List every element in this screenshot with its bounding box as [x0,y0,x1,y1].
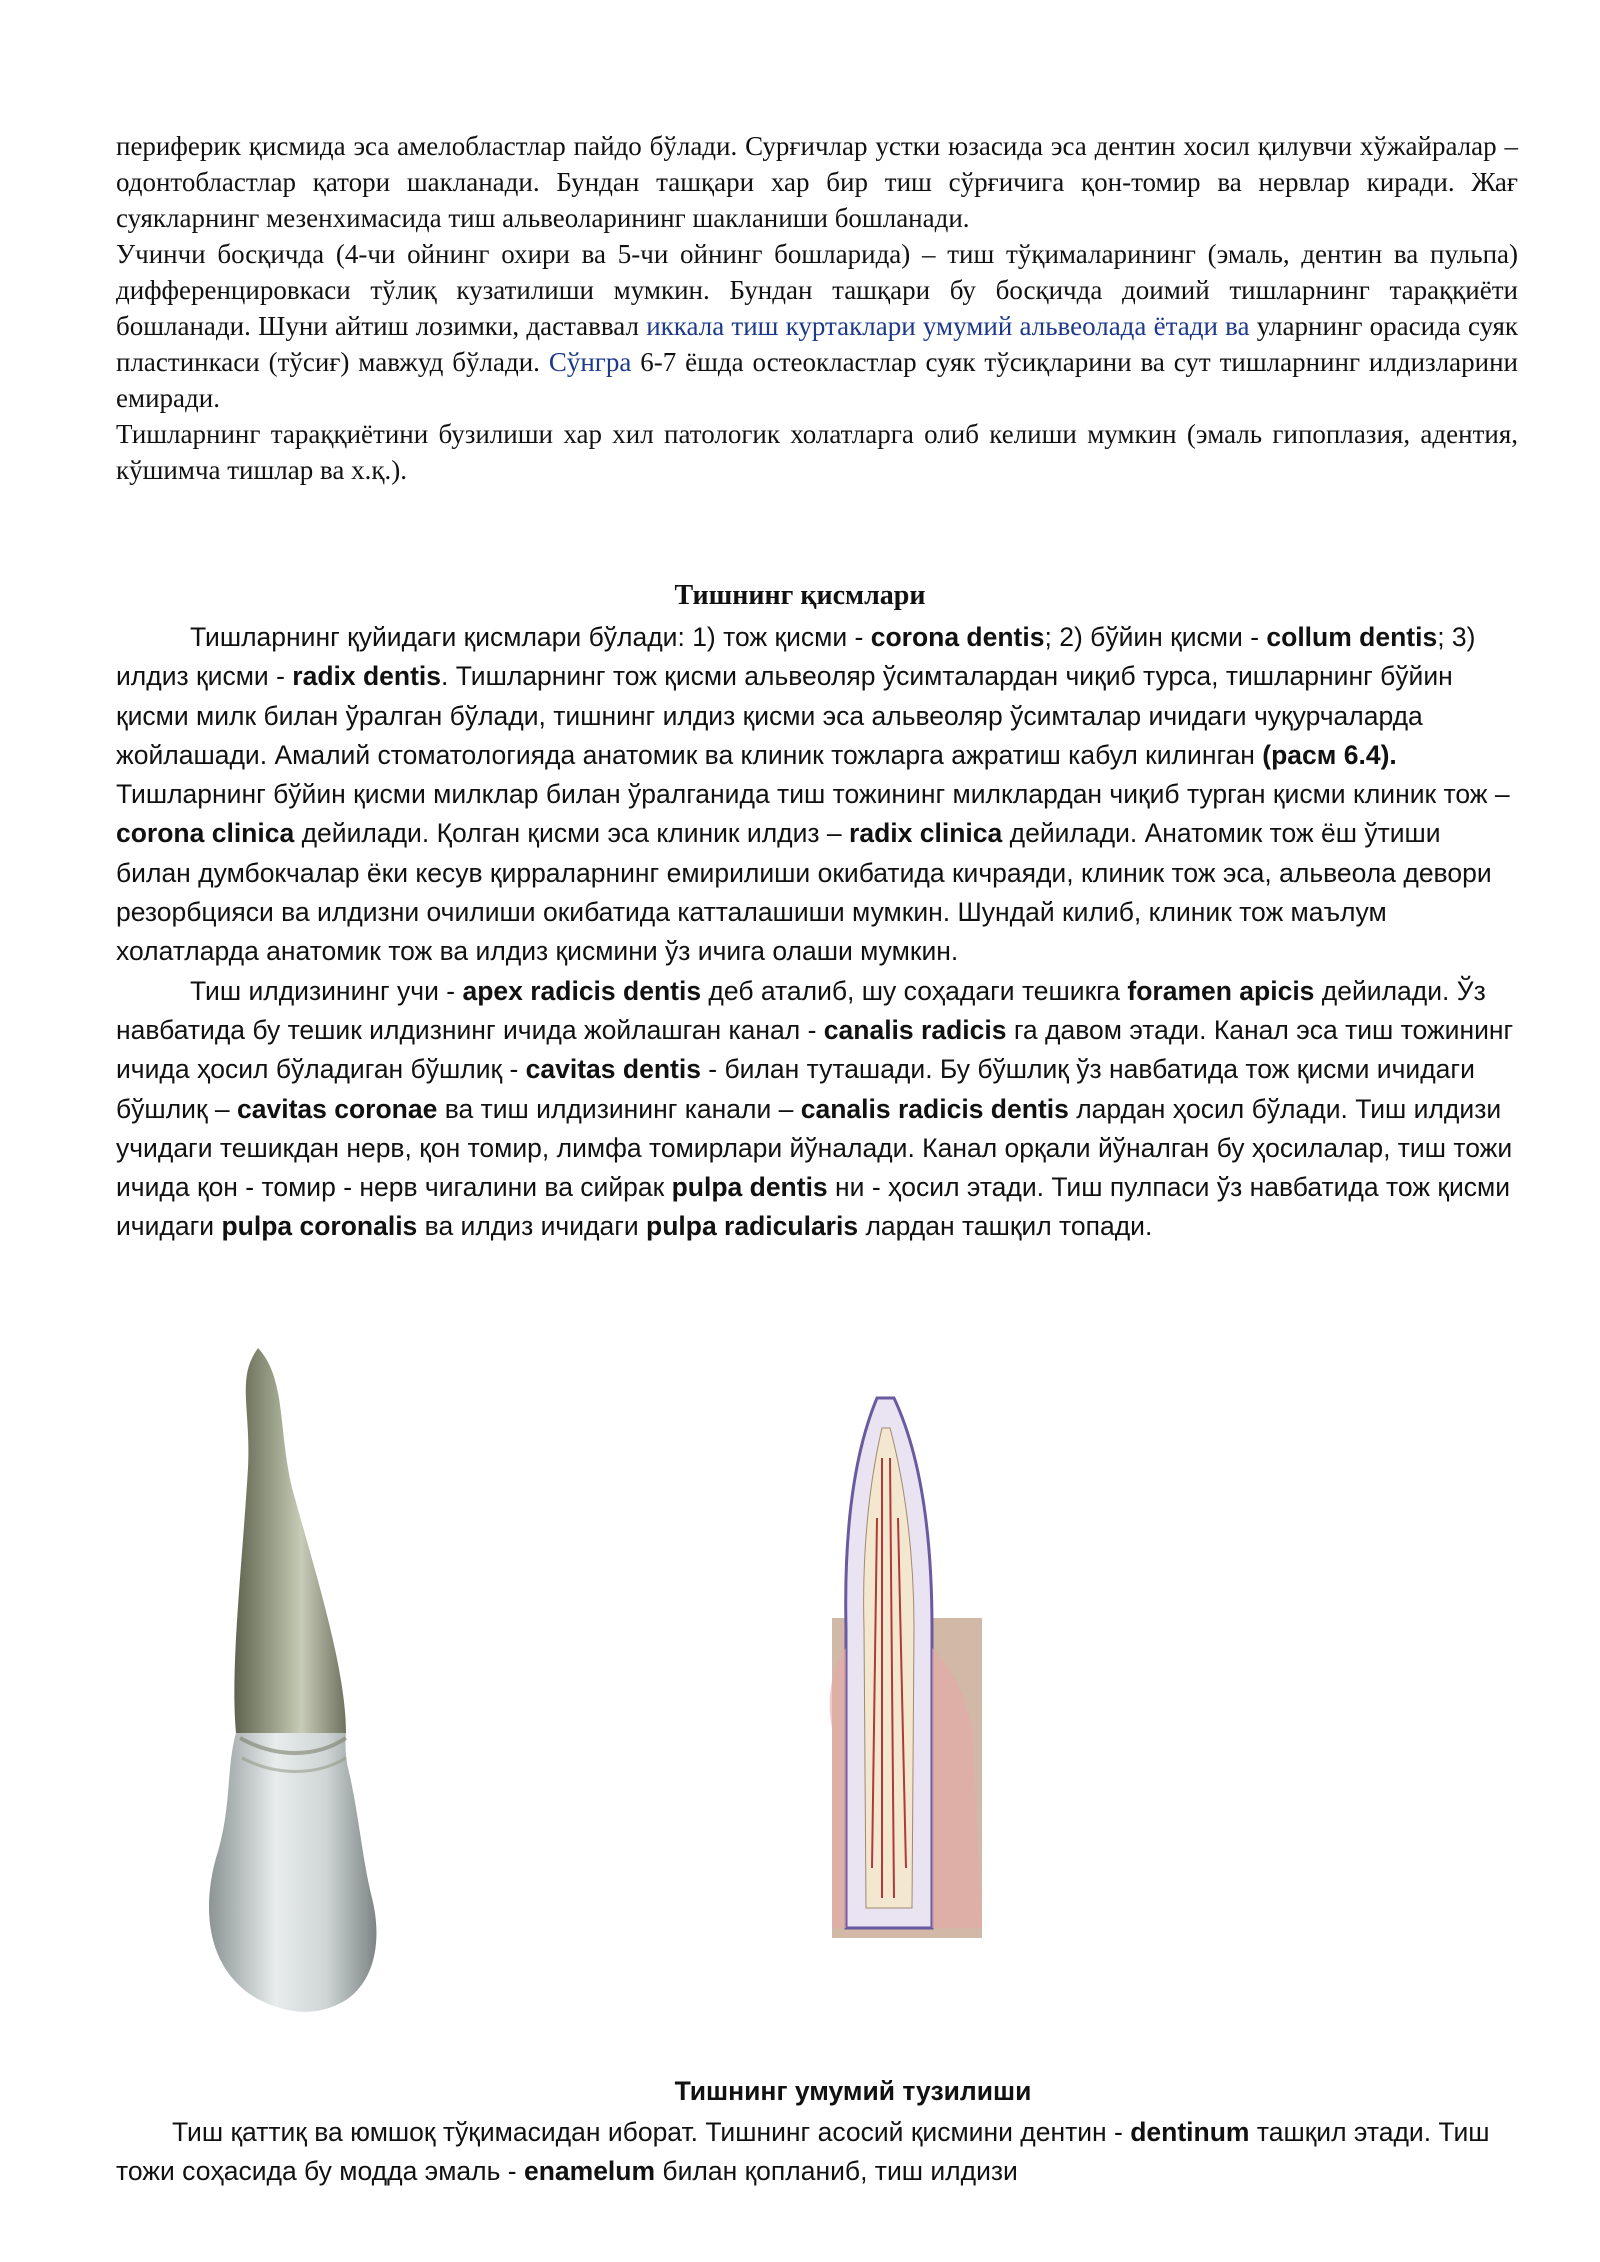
term: corona clinica [116,818,295,849]
term: radix dentis [292,661,442,692]
text-run: ; 3) илдиз қисми - [116,622,1476,692]
tooth-3d-render-icon [196,1338,432,2022]
text-run: билан қопланиб, тиш илдизи [655,2156,1018,2186]
term: canalis radicis dentis [800,1093,1069,1124]
term: radix clinica [849,818,1003,849]
text-run: 6-7 ёшда остеокластлар суяк тўсиқларини ва сут тишларнинг илдизларини емиради. [116,347,1518,413]
section-tooth-parts [116,618,1518,1247]
text-run: Учинчи босқичда (4-чи ойнинг охири ва 5-чи ойнинг бошларида) – тиш тўқималарининг (эмаль, дентин ва пульпа) дифференцировкаси тўлиқ кузатилиши мумкин. Бундан ташқари бу босқичда доимий тишларнинг тараққиёти бошланади. Шуни айтиш лозимки, даставвал [116,239,1518,341]
term: dentinum [1130,2117,1250,2147]
text-run: лардан ҳосил бўлади. Тиш илдизи учидаги тешикдан нерв, қон томир, лимфа томирлари йўналади. Канал орқали йўналган бу ҳосилалар, тиш тожи ичида қон - томир - нерв чигалини ва сийрак [116,1093,1513,1203]
heading-tooth-structure: Тишнинг умумий тузилиши [674,2076,1032,2106]
text-run: деб аталиб, шу соҳадаги тешикга [701,975,1128,1006]
text-run: ва илдиз ичидаги [417,1211,647,1242]
text-run: га давом этади. Канал эса тиш тожининг ичида ҳосил бўладиган бўшлиқ - [116,1014,1514,1085]
paragraph [116,618,1518,972]
paragraph [116,236,1518,416]
heading-tooth-parts: Тишнинг қисмлари [674,580,926,611]
text-run: дейилади. Анатомик тож ёш ўтиши билан думбокчалар ёки кесув қирраларнинг емирилиши окибатида кичраяди, клиник тож эса, альвеола девори резорбцияси ва илдизни очилиши окибатида катталашиши мумкин. Шундай килиб, клиник тож маълум холатларда анатомик тож ва илдиз қисмини ўз ичига олаши мумкин. [116,818,1492,967]
text-run: Тишларнинг бўйин қисми милклар билан ўралганида тиш тожининг милклардан чиқиб турган қисми клиник тож – [116,779,1510,810]
term: canalis radicis [823,1014,1007,1045]
term: collum dentis [1266,622,1438,652]
highlighted-text: Сўнгра [548,347,632,377]
term: pulpa coronalis [221,1211,418,1242]
paragraph [116,2113,1518,2191]
term: apex radicis dentis [462,975,702,1006]
paragraph: Тишларнинг тараққиётини бузилиши хар хил патологик холатларга олиб келиши мумкин (эмаль гипоплазия, адентия, кўшимча тишлар ва х.қ.). [116,419,1518,485]
text-run: Тиш қаттиқ ва юмшоқ тўқимасидан иборат. Тишнинг асосий қисмини дентин - [172,2117,1131,2147]
term: pulpa dentis [671,1172,828,1203]
tooth-section-diagram-icon [782,1368,1004,1998]
highlighted-text: иккала тиш куртаклари умумий альвеолада ётади ва [646,311,1250,341]
text-run: дейилади. Ўз навбатида бу тешик илдизнинг ичида жойлашган канал - [116,975,1486,1045]
figure-reference: (расм 6.4). [1262,739,1397,770]
paragraph [116,972,1518,1247]
term: cavitas coronae [237,1093,438,1124]
text-run: Тишларнинг қуйидаги қисмлари бўлади: 1) тож қисми - [190,622,871,652]
term: pulpa radicularis [646,1211,859,1242]
text-run: . Тишларнинг тож қисми альвеоляр ўсимталардан чиқиб турса, тишларнинг бўйин қисми милк билан ўралган бўлади, тишнинг илдиз қисми эса альвеоляр ўсимталар ичидаги чуқурчаларда жойлашади. Амалий стоматологияда анатомик ва клиник тожларга ажратиш кабул килинган [116,661,1453,770]
section-tooth-structure [116,2113,1518,2191]
term: corona dentis [870,622,1045,652]
paragraph: периферик қисмида эса амелобластлар пайдо бўлади. Сурғичлар устки юзасида эса дентин хосил қилувчи хўжайралар – одонтобластлар қатори шакланади. Бундан ташқари хар бир тиш сўрғичига қон-томир ва нервлар киради. Жағ суякларнинг мезенхимасида тиш альвеоларининг шакланиши бошланади. [116,131,1518,233]
text-run: ни - ҳосил этади. Тиш пулпаси ўз навбатида тож қисми ичидаги [116,1172,1511,1242]
text-run: дейилади. Қолган қисми эса клиник илдиз – [294,818,850,849]
text-run: ташқил этади. Тиш тожи соҳасида бу модда эмаль - [116,2117,1490,2186]
term: foramen apicis [1127,975,1315,1006]
text-run: уларнинг орасида суяк пластинкаси (тўсиғ) мавжуд бўлади. [116,311,1519,377]
text-run: ; 2) бўйин қисми - [1044,622,1267,652]
term: cavitas dentis [525,1054,701,1085]
text-run: лардан ташқил топади. [858,1211,1153,1242]
section-dental-development [116,128,1518,488]
term: enamelum [523,2156,656,2186]
text-run: ва тиш илдизининг канали – [437,1093,801,1124]
text-run: - билан туташади. Бу бўшлиқ ўз навбатида тож қисми ичидаги бўшлиқ – [116,1054,1475,1124]
text-run: Тиш илдизининг учи - [190,975,463,1006]
